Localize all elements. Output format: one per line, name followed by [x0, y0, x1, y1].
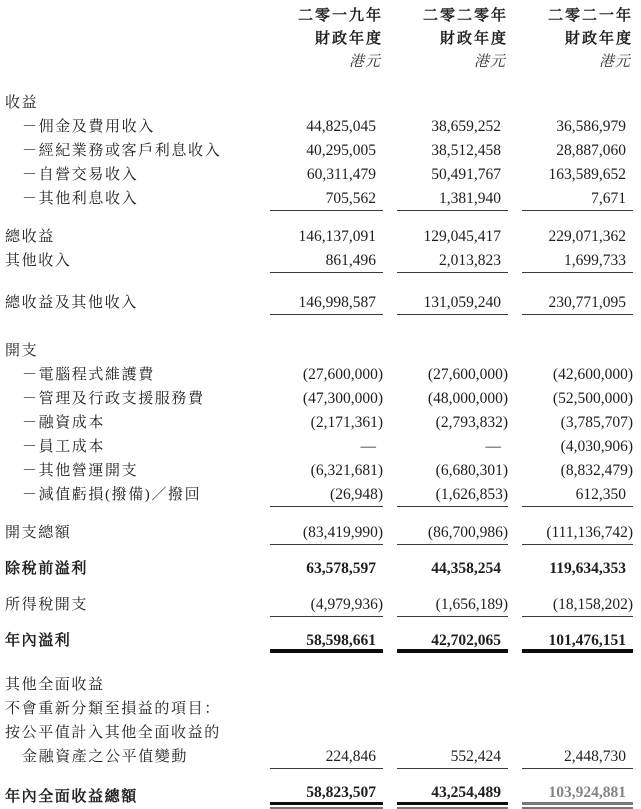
cell-value: 230,771,095 — [522, 291, 633, 315]
cell-fy2021 — [522, 363, 633, 387]
cell-fy2019 — [270, 163, 383, 187]
table-row — [5, 557, 633, 581]
cell-fy2020 — [397, 387, 508, 411]
cell-fy2021 — [522, 483, 633, 507]
table-row — [5, 187, 633, 211]
table-row — [5, 163, 633, 187]
cell-value: 229,071,362 — [548, 228, 626, 245]
cell-fy2021 — [522, 557, 633, 581]
cell-value: 42,702,065 — [397, 629, 508, 653]
cell-value: 36,586,979 — [556, 118, 626, 135]
table-row — [5, 483, 633, 507]
cell-value: (48,000,000) — [427, 390, 508, 407]
cell-fy2021 — [522, 387, 633, 411]
row-label: 按公平值計入其他全面收益的 — [5, 725, 221, 741]
cell-value: (27,600,000) — [302, 366, 383, 383]
col-header-fy2021-year: 二零二一年 — [547, 8, 633, 24]
cell-value: 28,887,060 — [556, 142, 626, 159]
table-row — [5, 435, 633, 459]
row-label: 所得稅開支 — [5, 597, 89, 613]
cell-fy2020 — [397, 483, 508, 507]
cell-fy2020 — [397, 435, 508, 459]
cell-value: 7,671 — [522, 187, 633, 211]
cell-fy2019 — [270, 249, 383, 273]
cell-value: (6,680,301) — [435, 462, 508, 479]
cell-value: 146,137,091 — [298, 228, 376, 245]
row-label: 不會重新分類至損益的項目： — [5, 701, 221, 717]
table-body — [5, 91, 633, 809]
row-label: 開支 — [5, 343, 39, 359]
cell-fy2019 — [270, 557, 383, 581]
table-row — [5, 629, 633, 653]
cell-value: 861,496 — [270, 249, 383, 273]
row-label: 開支總額 — [5, 525, 72, 541]
cell-fy2019 — [270, 411, 383, 435]
cell-value: 224,846 — [270, 745, 383, 769]
table-row — [5, 411, 633, 435]
cell-value: (3,785,707) — [560, 414, 633, 431]
row-label: －其他營運開支 — [22, 463, 139, 479]
col-header-fy2020 — [397, 5, 508, 73]
cell-fy2021 — [522, 781, 633, 809]
col-header-fy2021-period: 財政年度 — [564, 31, 633, 47]
cell-fy2021 — [522, 745, 633, 769]
cell-fy2019 — [270, 745, 383, 769]
cell-fy2019 — [270, 291, 383, 315]
cell-value: 60,311,479 — [306, 166, 376, 183]
cell-value: (4,979,936) — [270, 593, 383, 617]
cell-fy2021 — [522, 187, 633, 211]
cell-value: (4,030,906) — [560, 438, 633, 455]
row-label: －融資成本 — [22, 415, 106, 431]
cell-fy2020 — [397, 187, 508, 211]
cell-value: (47,300,000) — [302, 390, 383, 407]
cell-value: (1,626,853) — [397, 483, 508, 507]
cell-fy2019 — [270, 521, 383, 545]
col-header-fy2020-period: 財政年度 — [439, 31, 508, 47]
cell-value: 129,045,417 — [423, 228, 501, 245]
cell-fy2021 — [522, 163, 633, 187]
table-row — [5, 697, 633, 721]
cell-fy2020 — [397, 291, 508, 315]
row-label: －管理及行政支援服務費 — [22, 391, 205, 407]
row-label: －減值虧損(撥備)／撥回 — [22, 487, 202, 503]
cell-fy2020 — [397, 745, 508, 769]
table-header — [5, 5, 633, 73]
cell-fy2019 — [270, 387, 383, 411]
cell-value: 2,013,823 — [397, 249, 508, 273]
cell-fy2019 — [270, 459, 383, 483]
cell-fy2019 — [270, 115, 383, 139]
cell-value: (18,158,202) — [522, 593, 633, 617]
cell-value: (111,136,742) — [522, 521, 633, 545]
col-header-fy2021 — [522, 5, 633, 73]
cell-value: 103,924,881 — [522, 781, 633, 805]
cell-fy2019 — [270, 225, 383, 249]
table-row — [5, 521, 633, 545]
cell-value: (2,171,361) — [310, 414, 383, 431]
cell-fy2019 — [270, 139, 383, 163]
cell-value: 612,350 — [522, 483, 633, 507]
row-label: 其他收入 — [5, 253, 72, 269]
cell-fy2021 — [522, 291, 633, 315]
row-label: －經紀業務或客戶利息收入 — [22, 143, 222, 159]
cell-fy2020 — [397, 781, 508, 809]
row-label: 其他全面收益 — [5, 677, 105, 693]
cell-value: (26,948) — [270, 483, 383, 507]
row-label: －自營交易收入 — [22, 167, 139, 183]
cell-fy2020 — [397, 115, 508, 139]
table-row — [5, 363, 633, 387]
cell-value: (27,600,000) — [427, 366, 508, 383]
cell-value: (42,600,000) — [552, 366, 633, 383]
cell-fy2020 — [397, 225, 508, 249]
cell-fy2021 — [522, 411, 633, 435]
cell-fy2020 — [397, 249, 508, 273]
cell-value: (2,793,832) — [435, 414, 508, 431]
table-row — [5, 91, 633, 115]
cell-fy2020 — [397, 593, 508, 617]
table-row — [5, 339, 633, 363]
cell-fy2021 — [522, 521, 633, 545]
cell-fy2020 — [397, 139, 508, 163]
cell-fy2020 — [397, 557, 508, 581]
cell-value: 38,659,252 — [431, 118, 501, 135]
cell-value: 705,562 — [270, 187, 383, 211]
row-label: 除稅前溢利 — [5, 561, 89, 577]
cell-fy2021 — [522, 139, 633, 163]
cell-fy2019 — [270, 363, 383, 387]
table-row — [5, 745, 633, 769]
cell-fy2021 — [522, 459, 633, 483]
row-label: 年內全面收益總額 — [5, 788, 138, 805]
table-row — [5, 459, 633, 483]
table-row — [5, 721, 633, 745]
table-row — [5, 249, 633, 273]
cell-value: 119,634,353 — [549, 560, 626, 577]
cell-fy2019 — [270, 629, 383, 653]
col-header-fy2019 — [270, 5, 383, 73]
cell-value: 131,059,240 — [397, 291, 508, 315]
cell-fy2021 — [522, 435, 633, 459]
cell-fy2021 — [522, 629, 633, 653]
table-row — [5, 781, 633, 809]
cell-fy2020 — [397, 163, 508, 187]
cell-fy2019 — [270, 435, 383, 459]
row-label: －電腦程式維護費 — [22, 367, 155, 383]
cell-value: 44,358,254 — [431, 560, 501, 577]
cell-value: 44,825,045 — [306, 118, 376, 135]
cell-value: 101,476,151 — [522, 629, 633, 653]
cell-value: 38,512,458 — [431, 142, 501, 159]
cell-fy2020 — [397, 629, 508, 653]
cell-fy2020 — [397, 521, 508, 545]
col-header-fy2019-period: 財政年度 — [314, 31, 383, 47]
table-row — [5, 593, 633, 617]
row-label: 總收益 — [5, 229, 55, 245]
cell-value: 2,448,730 — [522, 745, 633, 769]
cell-value: (52,500,000) — [552, 390, 633, 407]
cell-value: 163,589,652 — [548, 166, 626, 183]
cell-value: 1,381,940 — [397, 187, 508, 211]
cell-fy2019 — [270, 187, 383, 211]
cell-fy2020 — [397, 459, 508, 483]
table-row — [5, 387, 633, 411]
col-header-fy2020-currency: 港元 — [473, 54, 506, 70]
col-header-fy2020-year: 二零二零年 — [422, 8, 508, 24]
table-row — [5, 673, 633, 697]
table-row — [5, 291, 633, 315]
row-label: 總收益及其他收入 — [5, 295, 138, 311]
row-label: 收益 — [5, 95, 39, 111]
cell-fy2020 — [397, 411, 508, 435]
cell-fy2021 — [522, 115, 633, 139]
cell-value: 63,578,597 — [306, 560, 376, 577]
col-header-fy2021-currency: 港元 — [598, 54, 631, 70]
cell-value: (86,700,986) — [397, 521, 508, 545]
table-row — [5, 225, 633, 249]
cell-value: — — [485, 438, 501, 455]
cell-value: (83,419,990) — [270, 521, 383, 545]
cell-value: (1,656,189) — [397, 593, 508, 617]
cell-fy2019 — [270, 781, 383, 809]
cell-fy2021 — [522, 593, 633, 617]
cell-value: 552,424 — [397, 745, 508, 769]
table-row — [5, 139, 633, 163]
cell-value: 146,998,587 — [270, 291, 383, 315]
cell-value: 1,699,733 — [522, 249, 633, 273]
col-header-fy2019-currency: 港元 — [348, 54, 381, 70]
cell-value: (8,832,479) — [560, 462, 633, 479]
cell-value: 50,491,767 — [431, 166, 501, 183]
row-label: －其他利息收入 — [22, 191, 139, 207]
cell-value: — — [360, 438, 376, 455]
row-label: －員工成本 — [22, 439, 106, 455]
cell-value: 43,254,489 — [397, 781, 508, 805]
col-header-fy2019-year: 二零一九年 — [297, 8, 383, 24]
cell-value: 40,295,005 — [306, 142, 376, 159]
cell-value: (6,321,681) — [310, 462, 383, 479]
cell-fy2019 — [270, 483, 383, 507]
row-label: 金融資產之公平值變動 — [22, 749, 189, 765]
cell-fy2021 — [522, 249, 633, 273]
cell-value: 58,598,661 — [270, 629, 383, 653]
row-label: 年內溢利 — [5, 633, 72, 649]
cell-fy2021 — [522, 225, 633, 249]
table-row — [5, 115, 633, 139]
cell-fy2019 — [270, 593, 383, 617]
cell-value: 58,823,507 — [270, 781, 383, 805]
cell-fy2020 — [397, 363, 508, 387]
row-label: －佣金及費用收入 — [22, 119, 155, 135]
